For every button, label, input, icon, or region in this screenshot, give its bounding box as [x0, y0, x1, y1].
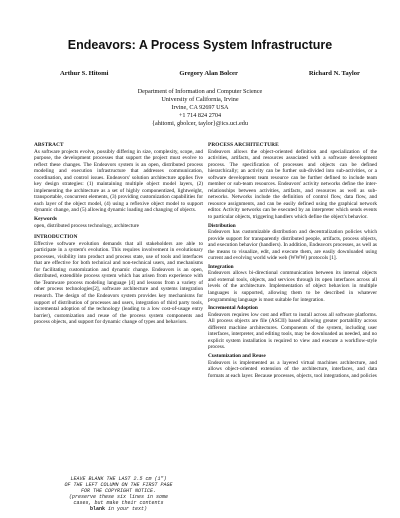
paper-title: Endeavors: A Process System Infrastructure [67, 38, 333, 52]
incremental-adoption-text: Endeavors requires low cost and effort to install across all software platforms. All process objects are file (ASCII) based allowing greater portability across different machine architectures. Components of the system, including user interfaces, interpreter, and editing tools, may be downloaded as needed, and no explicit system installation is required to view and execute a workflow-style process. [208, 311, 377, 351]
distribution-heading: Distribution [208, 222, 236, 229]
affiliation-block [0, 88, 400, 128]
copyright-line: OF THE LEFT COLUMN ON THE FIRST PAGE [64, 482, 173, 489]
introduction-heading: INTRODUCTION [34, 234, 78, 241]
right-column [208, 142, 377, 381]
architecture-text: Endeavors allows the object-oriented definition and specialization of the activities, artifacts, and resources associated with a software development process. The specification of processes and objects can be defined hierarchically; an activity can be further sub-divided into sub-activities, or a software development team resource can be further defined to include team member or sub-team resources. Endeavors' activity networks define the inter-relationships between activities, artifacts, and resources as well as sub-networks. Networks include the definition of control flow, data flow, and resource assignments, and can be easily defined using the graphical network editor. Activity networks can be executed by an interpreter which sends events to particular objects, triggering handlers which define the object's behavior. [208, 148, 377, 221]
copyright-placeholder [34, 476, 203, 513]
customization-text: Endeavors is implemented as a layered virtual machines architecture, and allows object-oriented extension of the architecture, interfaces, and data formats at each layer. Because processes, objects, tool integrations, and policies [208, 359, 377, 379]
abstract-heading: ABSTRACT [34, 142, 64, 148]
integration-heading: Integration [208, 263, 234, 270]
affiliation-dept: Department of Information and Computer Science [137, 88, 263, 95]
affiliation-phone: +1 714 824 2704 [178, 112, 222, 119]
copyright-line-last [34, 506, 203, 512]
abstract-text: As software projects evolve, possibly differing in size, complexity, scope, and purpose, the development processes that support the project must evolve to reflect these changes. The Endeavors system is an open, distributed process modeling and execution infrastructure that addresses communication, coordination, and control issues. Endeavors' solution architecture applies five key design strategies: (1) maintaining multiple object model layers, (2) implementing the architecture as a set of highly componentized, lightweight, transportable, concurrent elements, (3) providing customization capabilities for each layer of the object model, (4) using a reflexive object model to support dynamic change, and (5) allowing dynamic loading and changing of objects. [34, 148, 203, 214]
author-name: Richard N. Taylor [308, 70, 360, 77]
copyright-line: (preserve these six lines in some [68, 494, 169, 501]
keywords-heading: Keywords [34, 216, 57, 223]
author-list [60, 70, 360, 77]
copyright-line-tail: in your text) [105, 506, 148, 513]
customization-heading: Customization and Reuse [208, 352, 266, 359]
keywords-text: open, distributed process technology, architecture [34, 222, 139, 229]
distribution-text: Endeavors has customizable distribution and decentralization policies which provide support for transparently distributed people, artifacts, process objects, and execution behavior (handlers). In addition, Endeavors processes, as well as the means to visualize, edit, and execute them, are easily downloaded using current and evolving world wide web (WWW) protocols [1]. [208, 229, 377, 262]
affiliation-city: Irvine, CA 92697 USA [171, 104, 229, 111]
affiliation-email: {ahitomi, gbolcer, taylor}@ics.uci.edu [152, 120, 248, 127]
copyright-line: cases, but make their contents [73, 500, 164, 507]
incremental-adoption-heading: Incremental Adoption [208, 305, 258, 312]
blank-word: blank [89, 506, 105, 513]
integration-text: Endeavors allows bi-directional communication between its internal objects and external tools, objects, and services through its open interfaces across all levels of the architecture. Implementation of object behaviors in multiple languages is supported, allowing them to be described in whatever programming language is most suitable for integration. [208, 270, 377, 303]
architecture-heading: PROCESS ARCHITECTURE [208, 142, 279, 148]
introduction-text: Effective software evolution demands that all stakeholders are able to participate in a system's evolution. This requires involvement in evolutionary processes, visibility into product and process state, use of tools and interfaces that are effective for both technical and non-technical users, and mechanisms for facilitating customization and dynamic change. Endeavors is an open, distributed, extendible process system which has arisen from experience with the Teamware process modeling language [4] and lessons from a variety of other process technologies[2], software architecture and systems integration research. The design of the Endeavors system provides key mechanisms for support of distribution of processes and users, integration of third party tools, incremental adoption of the technology (leading to a low cost-of-usage entry barrier), customization and reuse of the process system components and process objects, and support for dynamic change of types and behaviors. [34, 240, 203, 326]
author-name: Arthur S. Hitomi [60, 70, 109, 77]
copyright-line: FOR THE COPYRIGHT NOTICE. [80, 488, 156, 495]
author-name: Gregory Alan Bolcer [179, 70, 238, 77]
copyright-line: LEAVE BLANK THE LAST 2.5 cm (1") [70, 476, 167, 482]
affiliation-university: University of California, Irvine [161, 96, 239, 103]
left-column [34, 142, 203, 328]
